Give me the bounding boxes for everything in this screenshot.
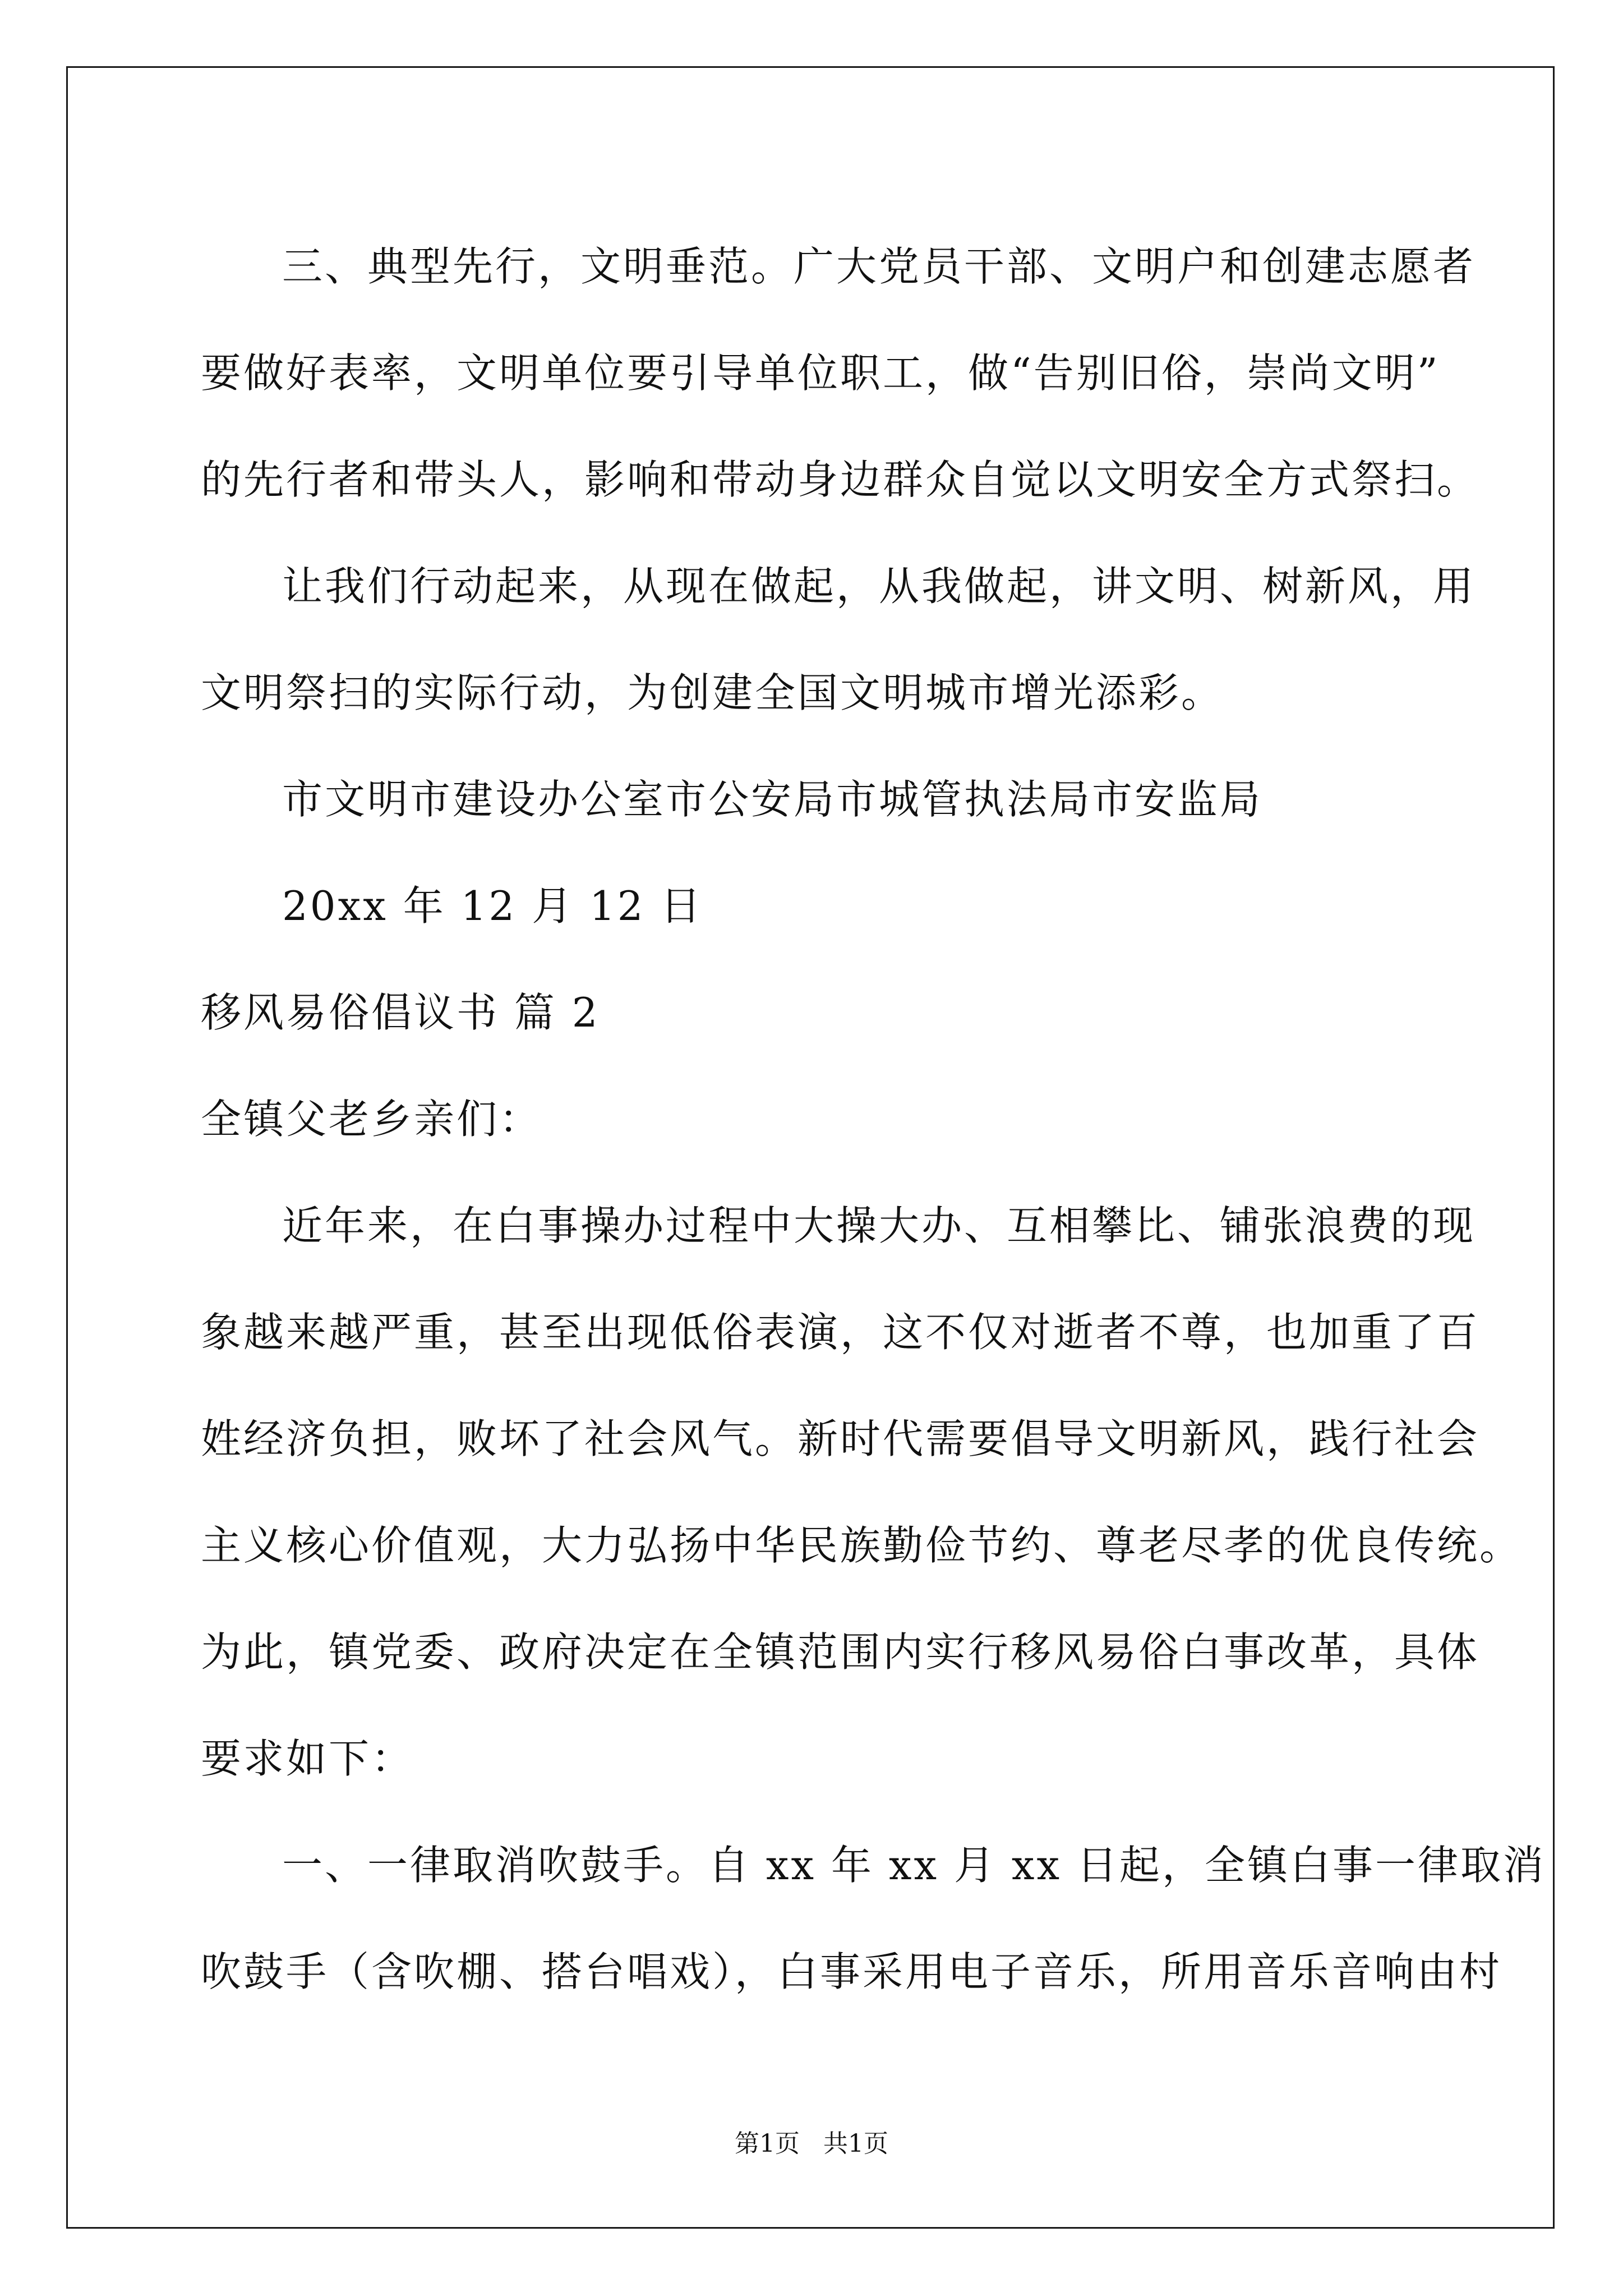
text-line: 近年来，在白事操办过程中大操大办、互相攀比、铺张浪费的现 [282,1202,1476,1249]
text-line: 要求如下： [201,1735,414,1782]
text-line: 吹鼓手（含吹棚、搭台唱戏），白事采用电子音乐，所用音乐音响由村 [201,1948,1502,1995]
document-body [201,213,1546,2025]
text-line: 移风易俗倡议书 篇 2 [201,989,600,1036]
text-line: 三、典型先行，文明垂范。广大党员干部、文明户和创建志愿者 [282,243,1476,290]
text-line: 市文明市建设办公室市公安局市城管执法局市安监局 [282,776,1263,823]
text-line: 的先行者和带头人，影响和带动身边群众自觉以文明安全方式祭扫。 [201,456,1480,503]
text-line: 姓经济负担，败坏了社会风气。新时代需要倡导文明新风，践行社会 [201,1415,1480,1462]
text-line: 一、一律取消吹鼓手。自 xx 年 xx 月 xx 日起，全镇白事一律取消 [282,1842,1546,1889]
text-line: 20xx 年 12 月 12 日 [282,882,703,930]
text-line: 象越来越严重，甚至出现低俗表演，这不仅对逝者不尊，也加重了百 [201,1309,1480,1356]
text-line: 让我们行动起来，从现在做起，从我做起，讲文明、树新风，用 [282,563,1476,610]
page-footer: 第1页 共1页 [735,2129,888,2158]
text-line: 要做好表率，文明单位要引导单位职工，做“告别旧俗，崇尚文明” [201,349,1440,397]
text-line: 全镇父老乡亲们： [201,1096,542,1143]
text-line: 文明祭扫的实际行动，为创建全国文明城市增光添彩。 [201,669,1224,716]
text-line: 为此，镇党委、政府决定在全镇范围内实行移风易俗白事改革，具体 [201,1628,1480,1676]
text-line: 主义核心价值观，大力弘扬中华民族勤俭节约、尊老尽孝的优良传统。 [201,1522,1523,1569]
